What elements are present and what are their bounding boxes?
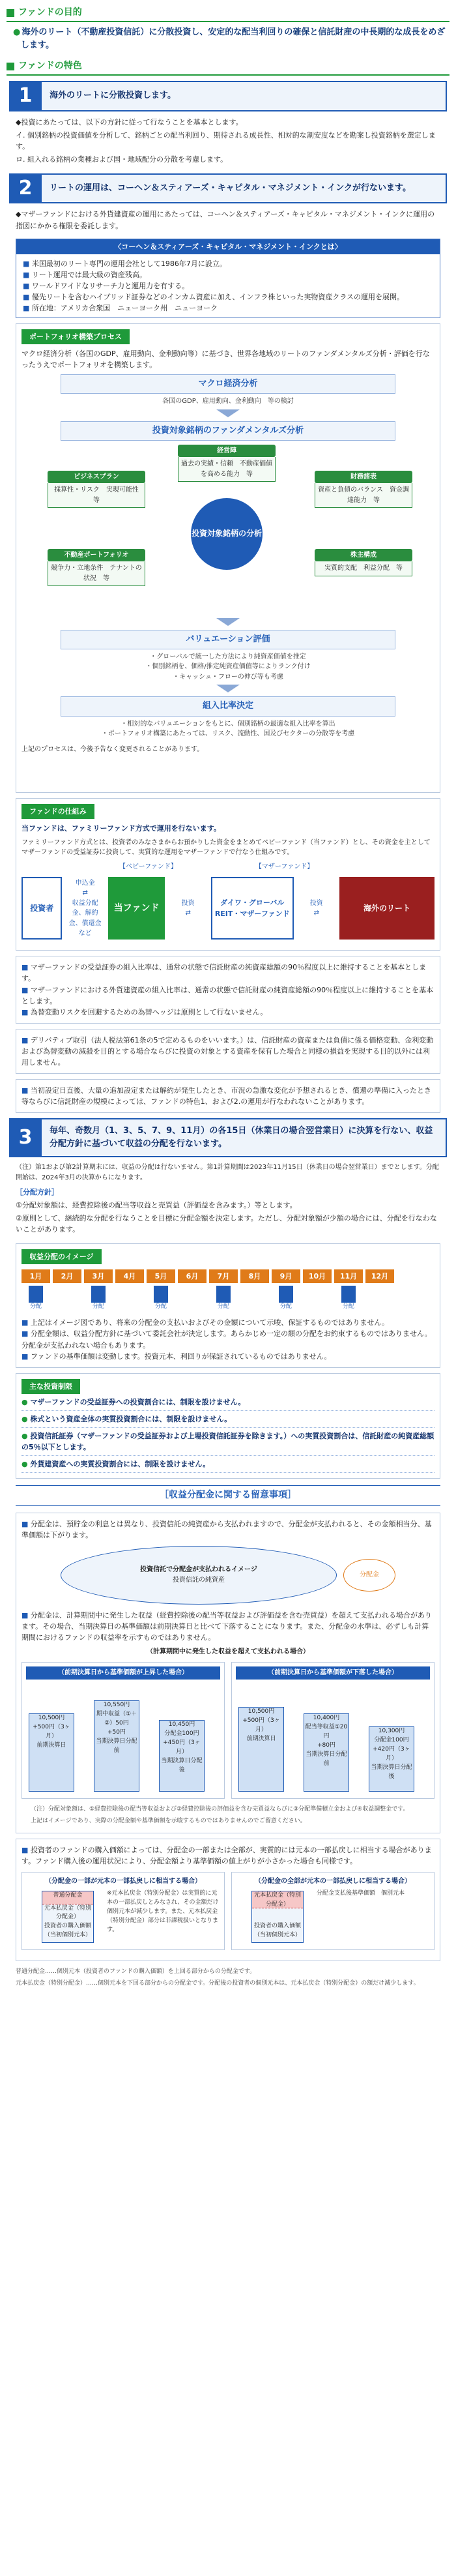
month-body [209,1283,238,1303]
valuation-title: バリュエーション評価 [61,630,395,649]
nav-value: +80円 [317,1742,335,1749]
mechanism-lead: 当ファンドは、ファミリーファンド方式で運用を行ないます。 [21,823,221,833]
distribution-circle: 分配金 [343,1559,395,1591]
process-intro: マクロ経済分析（各国のGDP、雇用動向、金利動向等）に基づき、世界各地域のリートのファンダメンタルズ分析・評価を行なったうえでポートフォリオを構築します。 [21,349,430,369]
purpose-section-title [7,5,449,22]
case-desc: 分配金支払後基準価額 個別元本 [317,1890,405,1897]
feature-3-note: （注）第1および第2計算期末には、収益の分配は行ないません。第1計算期間は2023年11月15日（休業日の場合翌営業日）までとします。分配開始は、2024年3月の決算からになります。 [16,1164,439,1181]
month-label: 6月 [178,1269,207,1283]
analysis-body: 過去の実績・信頼 不動産価値を高める能力 等 [178,457,276,482]
mechanism-diagram [21,877,435,940]
invest-arrow-label: 申込金 [75,879,95,887]
feature-2-heading: リートの運用は、コーヘン＆スティアーズ・キャピタル・マネジメント・インクが行ないます。 [42,173,447,204]
month-label: 3月 [84,1269,113,1283]
green-square-icon [7,9,14,17]
selection-title: 組入比率決定 [61,696,395,716]
feature-3-body [7,1161,449,1238]
schedule-month [240,1269,269,1312]
nav-value: 分配金100円 [164,1730,199,1738]
distribution-label: 分配 [92,1303,104,1310]
schedule-month [209,1269,238,1312]
policy-head: ［分配方針］ [16,1188,59,1197]
compare-note: （注）分配対象額は、①経費控除後の配当等収益および②経費控除後の評価益を含む売買益ならびに③分配準備積立金および④収益調整金です。 [31,1806,409,1813]
down-arrow-icon [216,618,240,626]
compare-note: 上記はイメージであり、実際の分配金額や基準価額を示唆するものではありませんのでご留意ください。 [31,1818,306,1825]
nav-value: 期中収益（①＋②）50円 [96,1711,137,1727]
caution-title: ［収益分配金に関する留意事項］ [16,1485,440,1506]
pile-bot: 投資者の購入価額（当初個別元本） [44,1923,91,1939]
market-panel [16,1079,440,1113]
nav-value: 10,300円 [378,1728,405,1735]
caution-panel [16,1513,440,1834]
limit-item: ● 株式という資産全体の実質投資割合には、制限を設けません。 [21,1411,435,1428]
schedule-tab: 収益分配のイメージ [21,1249,102,1264]
feature-1-heading: 海外のリートに分散投資します。 [42,81,447,111]
process-footnote: 上記のプロセスは、今後予告なく変更されることがあります。 [21,745,204,753]
feature-3-number: 3 [9,1118,42,1157]
nav-label: 当期決算日分配後 [371,1764,412,1780]
distribution-label: 分配 [29,1303,42,1310]
caution-para: ■ 分配金は、計算期間中に発生した収益（経費控除後の配当等収益および評価益を含む売買益）を超えて支払われる場合があります。その場合、当期決算日の基準価額は前期決算日と比べて下落することになります。また、分配金の水準は、必ずしも計算期間におけるファンドの収益率を示すものではありません。 [21,1610,435,1643]
month-label: 7月 [209,1269,238,1283]
analysis-shareholders [315,549,412,576]
analysis-body: 資産と負債のバランス 資金調達能力 等 [315,483,412,508]
limits-panel [16,1373,440,1479]
note-item: ■ マザーファンドの受益証券の組入比率は、通常の状態で信託財産の純資産総額の90％程度以上に維持することを基本とします。 [21,962,435,984]
caution-para: ■ 分配金は、預貯金の利息とは異なり、投資信託の純資産から支払われますので、分配金が支払われると、その金額相当分、基準価額は下がります。 [21,1518,435,1541]
feature-1-para: ロ. 組入れる銘柄の業種および国・地域配分の分散を考慮します。 [16,155,228,164]
analysis-financials [315,471,412,509]
mechanism-panel [16,798,440,951]
reit-box: 海外のリート [339,877,435,940]
nav-down-box [231,1662,435,1799]
macro-title: マクロ経済分析 [61,374,395,394]
features-title: ファンドの特色 [18,61,82,72]
feature-1-header [9,81,447,111]
purpose-text: ● 海外のリート（不動産投資信託）に分散投資し、安定的な配当利回りの確保と信託財産の中長期的な成長をめざします。 [10,26,446,52]
img-label: 投資信託で分配金が支払われるイメージ [140,1566,257,1574]
company-item: ■ ワールドワイドなリサーチ力と運用力を有する。 [23,280,433,291]
analysis-body: 競争力・立地条件 テナントの状況 等 [48,561,145,586]
nav-up-box [21,1662,225,1799]
nav-bar-after [159,1720,205,1792]
month-label: 9月 [272,1269,300,1283]
month-body [147,1283,175,1303]
month-label: 5月 [147,1269,175,1283]
nav-compare [21,1662,435,1799]
case-partial [21,1872,225,1950]
feature-2-para: ◆マザーファンドにおける外貨建資産の運用にあたっては、コーヘン＆スティアーズ・キャピタル・マネジメント・インクに運用の指図にかかる権限を委託します。 [16,210,435,230]
footer-note: 元本払戻金（特別分配金）……個別元本を下回る部分からの分配金です。分配後の投資者の個別元本は、元本払戻金（特別分配金）の額だけ減少します。 [16,1980,420,1987]
month-body [272,1283,300,1303]
caution-para: ■ 投資者のファンドの購入価額によっては、分配金の一部または全部が、実質的には元本の一部払戻しに相当する場合があります。ファンド購入後の運用状況により、分配金額より基準価額の値上がりが小さかった場合も同様です。 [21,1844,435,1867]
distribution-label: 分配 [154,1303,167,1310]
invest-label: 投資 [181,899,195,907]
distribution-label: 分配 [279,1303,292,1310]
distribution-bar [341,1286,356,1303]
feature-1-body [7,115,449,168]
fund-analysis-title: 投資対象銘柄のファンダメンタルズ分析 [61,421,395,441]
distribution-bar [154,1286,168,1303]
month-label: 8月 [240,1269,269,1283]
case-head: （分配金の全部が元本の一部払戻しに相当する場合） [255,1878,411,1886]
schedule-panel [16,1243,440,1367]
nav-value: +500円（3ヶ月） [242,1717,280,1734]
nav-value: +420円（3ヶ月） [373,1746,410,1762]
month-body [21,1283,50,1303]
schedule-note: ■ 分配金額は、収益分配方針に基づいて委託会社が決定します。あらかじめ一定の額の分配をお約束するものではありません。分配金が支払われない場合もあります。 [21,1328,435,1350]
derivative-note: ■ デリバティブ取引（法人税法第61条の5で定めるものをいいます。）は、信託財産の資産または負債に係る価格変動、金利変動および為替変動の減殺を目的とする場合ならびに投資の対象とする資産を保有した場合と同様の損益を実現する目的以外には利用しません。 [21,1035,435,1068]
valuation-line: ・キャッシュ・フローの伸び等も考慮 [173,673,283,681]
analysis-portfolio [48,549,145,587]
analysis-head: 財務諸表 [315,471,412,484]
case-head: （分配金の一部が元本の一部払戻しに相当する場合） [45,1878,201,1886]
baby-fund-label: 【ベビーファンド】 [119,863,177,870]
schedule-month [21,1269,50,1312]
nav-value: +500円（3ヶ月） [33,1724,70,1740]
distribution-bar [91,1286,106,1303]
analysis-body: 採算性・リスク 実現可能性 等 [48,483,145,508]
feature-1-para: ◆投資にあたっては、以下の方針に従って行なうことを基本とします。 [16,117,243,126]
pile-mid: 元本払戻金（特別分配金） [44,1904,91,1921]
company-item: ■ 所在地：アメリカ合衆国 ニューヨーク州 ニューヨーク [23,303,433,314]
feature-3-header [9,1118,447,1157]
company-item: ■ リート運用では最大級の資産残高。 [23,269,433,280]
macro-sub: 各国のGDP、雇用動向、金利動向 等の検討 [162,398,294,406]
note-item: ■ 為替変動リスクを回避するための為替ヘッジは原則として行ないません。 [21,1007,435,1018]
nav-bar-after [369,1726,414,1792]
schedule-months [21,1269,435,1312]
schedule-month [84,1269,113,1312]
process-tab: ポートフォリオ構築プロセス [21,329,130,344]
month-label: 1月 [21,1269,50,1283]
limits-tab: 主な投資制限 [21,1379,80,1394]
page [0,5,456,1990]
center-circle: 投資対象銘柄の分析 [191,498,263,570]
nav-value: 10,450円 [168,1721,195,1728]
note-item: ■ マザーファンドにおける外貨建資産の組入比率は、通常の状態で信託財産の純資産総額の90％程度以上に維持することを基本とします。 [21,985,435,1007]
schedule-month [334,1269,363,1312]
distribution-bar [279,1286,293,1303]
case-panel [16,1839,440,1961]
company-item: ■ 優先リートを含むハイブリッド証券などのインカム資産に加え、インフラ株といった実物資産クラスの運用を展開。 [23,291,433,303]
nav-down-head: （前期決算日から基準価額が下落した場合） [236,1666,430,1680]
month-label: 12月 [365,1269,394,1283]
img-label: 投資信託の純資産 [173,1576,225,1584]
nav-bar-before [94,1700,139,1792]
footer-note: 普通分配金……個別元本（投資者のファンドの購入価額）を上回る部分からの分配金です。 [16,1968,256,1976]
process-panel [16,323,440,793]
selection-line: ・ポートフォリオ構築にあたっては、リスク、流動性、国及びセクターの分散等を考慮 [101,730,355,738]
valuation-line: ・グローバルで統一した方法により純資産価値を推定 [150,653,306,660]
analysis-head: 不動産ポートフォリオ [48,549,145,562]
analysis-management [178,445,276,482]
month-label: 10月 [303,1269,332,1283]
analysis-head: 経営陣 [178,445,276,458]
limit-item: ● マザーファンドの受益証券への投資割合には、制限を設けません。 [21,1394,435,1411]
valuation-line: ・個別銘柄を、価格/推定純資産価値等によりランク付け [145,663,311,671]
feature-2-header [9,173,447,204]
month-body [84,1283,113,1303]
invest-arrow: 投資 ⇄ [298,898,335,919]
distribution-bar [29,1286,43,1303]
nav-label: 前期決算日 [246,1736,276,1743]
feature-2-number: 2 [9,173,42,204]
features-section-title [7,59,449,76]
month-body [365,1283,394,1303]
investor-box: 投資者 [21,877,62,940]
policy-item: ②原則として、継続的な分配を行なうことを目標に分配金額を決定します。ただし、分配対象額が少額の場合には、分配を行なわないことがあります。 [16,1214,437,1234]
feature-2-body [7,207,449,234]
derivative-panel [16,1029,440,1074]
nav-bar-prev [238,1707,284,1792]
month-label: 2月 [53,1269,81,1283]
down-arrow-icon [216,409,240,417]
nav-value: 10,400円 [313,1715,340,1722]
case-desc: ※元本払戻金（特別分配金）は実質的に元本の一部払戻しとみなされ、その金額だけ個別元本が減少します。また、元本払戻金（特別分配金）部分は非課税扱いとなります。 [107,1890,219,1934]
mech-arrows: 申込金 ⇄ 収益分配金、解約金、償還金 など [66,878,104,939]
schedule-month [115,1269,144,1312]
green-square-icon [7,63,14,70]
nav-label: 当期決算日分配前 [96,1738,137,1754]
analysis-head: ビジネスプラン [48,471,145,484]
schedule-month [272,1269,300,1312]
month-body [303,1283,332,1303]
compare-head: （計算期間中に発生した収益を超えて支払われる場合） [147,1648,309,1655]
nav-value: 10,550円 [103,1702,130,1709]
distribution-bar [216,1286,231,1303]
nav-label: 当期決算日分配後 [161,1758,203,1773]
invest-arrow: 投資 ⇄ [169,898,207,919]
schedule-month [365,1269,394,1312]
net-asset-circle [61,1546,337,1605]
pile-top: 普通分配金 [42,1891,93,1904]
analysis-diagram [35,445,421,614]
nav-value: +450円（3ヶ月） [163,1740,201,1756]
nav-label: 前期決算日 [36,1742,66,1749]
case-row [21,1872,435,1950]
month-label: 4月 [115,1269,144,1283]
pile-top: 元本払戻金（特別分配金） [252,1891,303,1908]
invest-label: 投資 [309,899,323,907]
company-item: ■ 米国最初のリート専門の運用会社として1986年7月に設立。 [23,258,433,269]
pile-bot: 投資者の購入価額（当初個別元本） [253,1923,301,1939]
nav-up-head: （前期決算日から基準価額が上昇した場合） [26,1666,220,1680]
analysis-head: 株主構成 [315,549,412,562]
schedule-month [53,1269,81,1312]
feature-1-para: イ. 個別銘柄の投資価値を分析して、銘柄ごとの配当利回り、期待される成長性、相対的な割安度などを勘案し投資銘柄を選定します。 [16,130,436,151]
limit-item: ● 投資信託証券（マザーファンドの受益証券および上場投資信託証券を除きます。）への実質投資割合は、信託財産の純資産総額の5％以下とします。 [21,1428,435,1456]
schedule-month [178,1269,207,1312]
mechanism-tab: ファンドの仕組み [21,804,94,819]
nav-value: 10,500円 [38,1715,65,1722]
market-note: ■ 当初設定日直後、大量の追加設定または解約が発生したとき、市況の急激な変化が予想されるとき、償還の準備に入ったとき等ならびに信託財産の規模によっては、ファンドの特色1、および2.の運用が行なわれないことがあります。 [21,1085,435,1107]
nav-bar-prev [29,1713,74,1792]
policy-item: ①分配対象額は、経費控除後の配当等収益と売買益（評価益を含みます。）等とします。 [16,1201,297,1210]
schedule-note: ■ ファンドの基準価額は変動します。投資元本、利回りが保証されているものではありません。 [21,1351,435,1362]
month-body [334,1283,363,1303]
case-pile [251,1891,304,1943]
nav-value: 10,500円 [248,1708,275,1715]
down-arrow-icon [216,685,240,692]
return-arrow-label: 収益分配金、解約金、償還金 など [68,899,102,938]
company-box [16,239,440,318]
company-box-body [16,254,440,318]
month-label: 11月 [334,1269,363,1283]
nav-value: 配当等収益①20円 [305,1724,348,1740]
nav-value: +50円 [107,1729,126,1736]
month-body [178,1283,207,1303]
feature-3-heading: 毎年、奇数月（1、3、5、7、9、11月）の各15日（休業日の場合翌営業日）に決算を行ない、収益分配方針に基づいて収益の分配を行ないます。 [42,1118,447,1157]
selection-line: ・相対的なバリュエーションをもとに、個別銘柄の最適な組入比率を算出 [121,720,335,728]
limit-item: ● 外貨建資産への実質投資割合には、制限を設けません。 [21,1456,435,1473]
nav-value: 分配金100円 [374,1737,409,1744]
month-body [240,1283,269,1303]
schedule-month [303,1269,332,1312]
distribution-label: 分配 [217,1303,229,1310]
schedule-month [147,1269,175,1312]
baby-fund-box: 当ファンド [108,877,165,940]
nav-bar-before [304,1713,349,1792]
analysis-business-plan [48,471,145,509]
case-full [231,1872,435,1950]
month-body [115,1283,144,1303]
distribution-label: 分配 [342,1303,354,1310]
nav-label: 当期決算日分配前 [306,1751,347,1767]
feature-1-number: 1 [9,81,42,111]
month-body [53,1283,81,1303]
notes-panel [16,956,440,1023]
company-box-head: 〈コーヘン＆スティアーズ・キャピタル・マネジメント・インクとは〉 [16,239,440,254]
schedule-note: ■ 上記はイメージ図であり、将来の分配金の支払いおよびその金額について示唆、保証するものではありません。 [21,1317,435,1328]
analysis-body: 実質的支配 利益分配 等 [315,561,412,576]
purpose-title: ファンドの目的 [18,7,82,18]
mother-fund-label: 【マザーファンド】 [255,863,314,870]
mother-fund-box: ダイワ・グローバルREIT・マザーファンド [211,877,294,940]
case-pile [42,1891,94,1943]
mechanism-desc: ファミリーファンド方式とは、投資者のみなさまからお預かりした資金をまとめてベビーファンド（当ファンド）とし、その資金を主としてマザーファンドの受益証券に投資して、実質的な運用をマザーファンドで行なう仕組みです。 [21,838,431,857]
